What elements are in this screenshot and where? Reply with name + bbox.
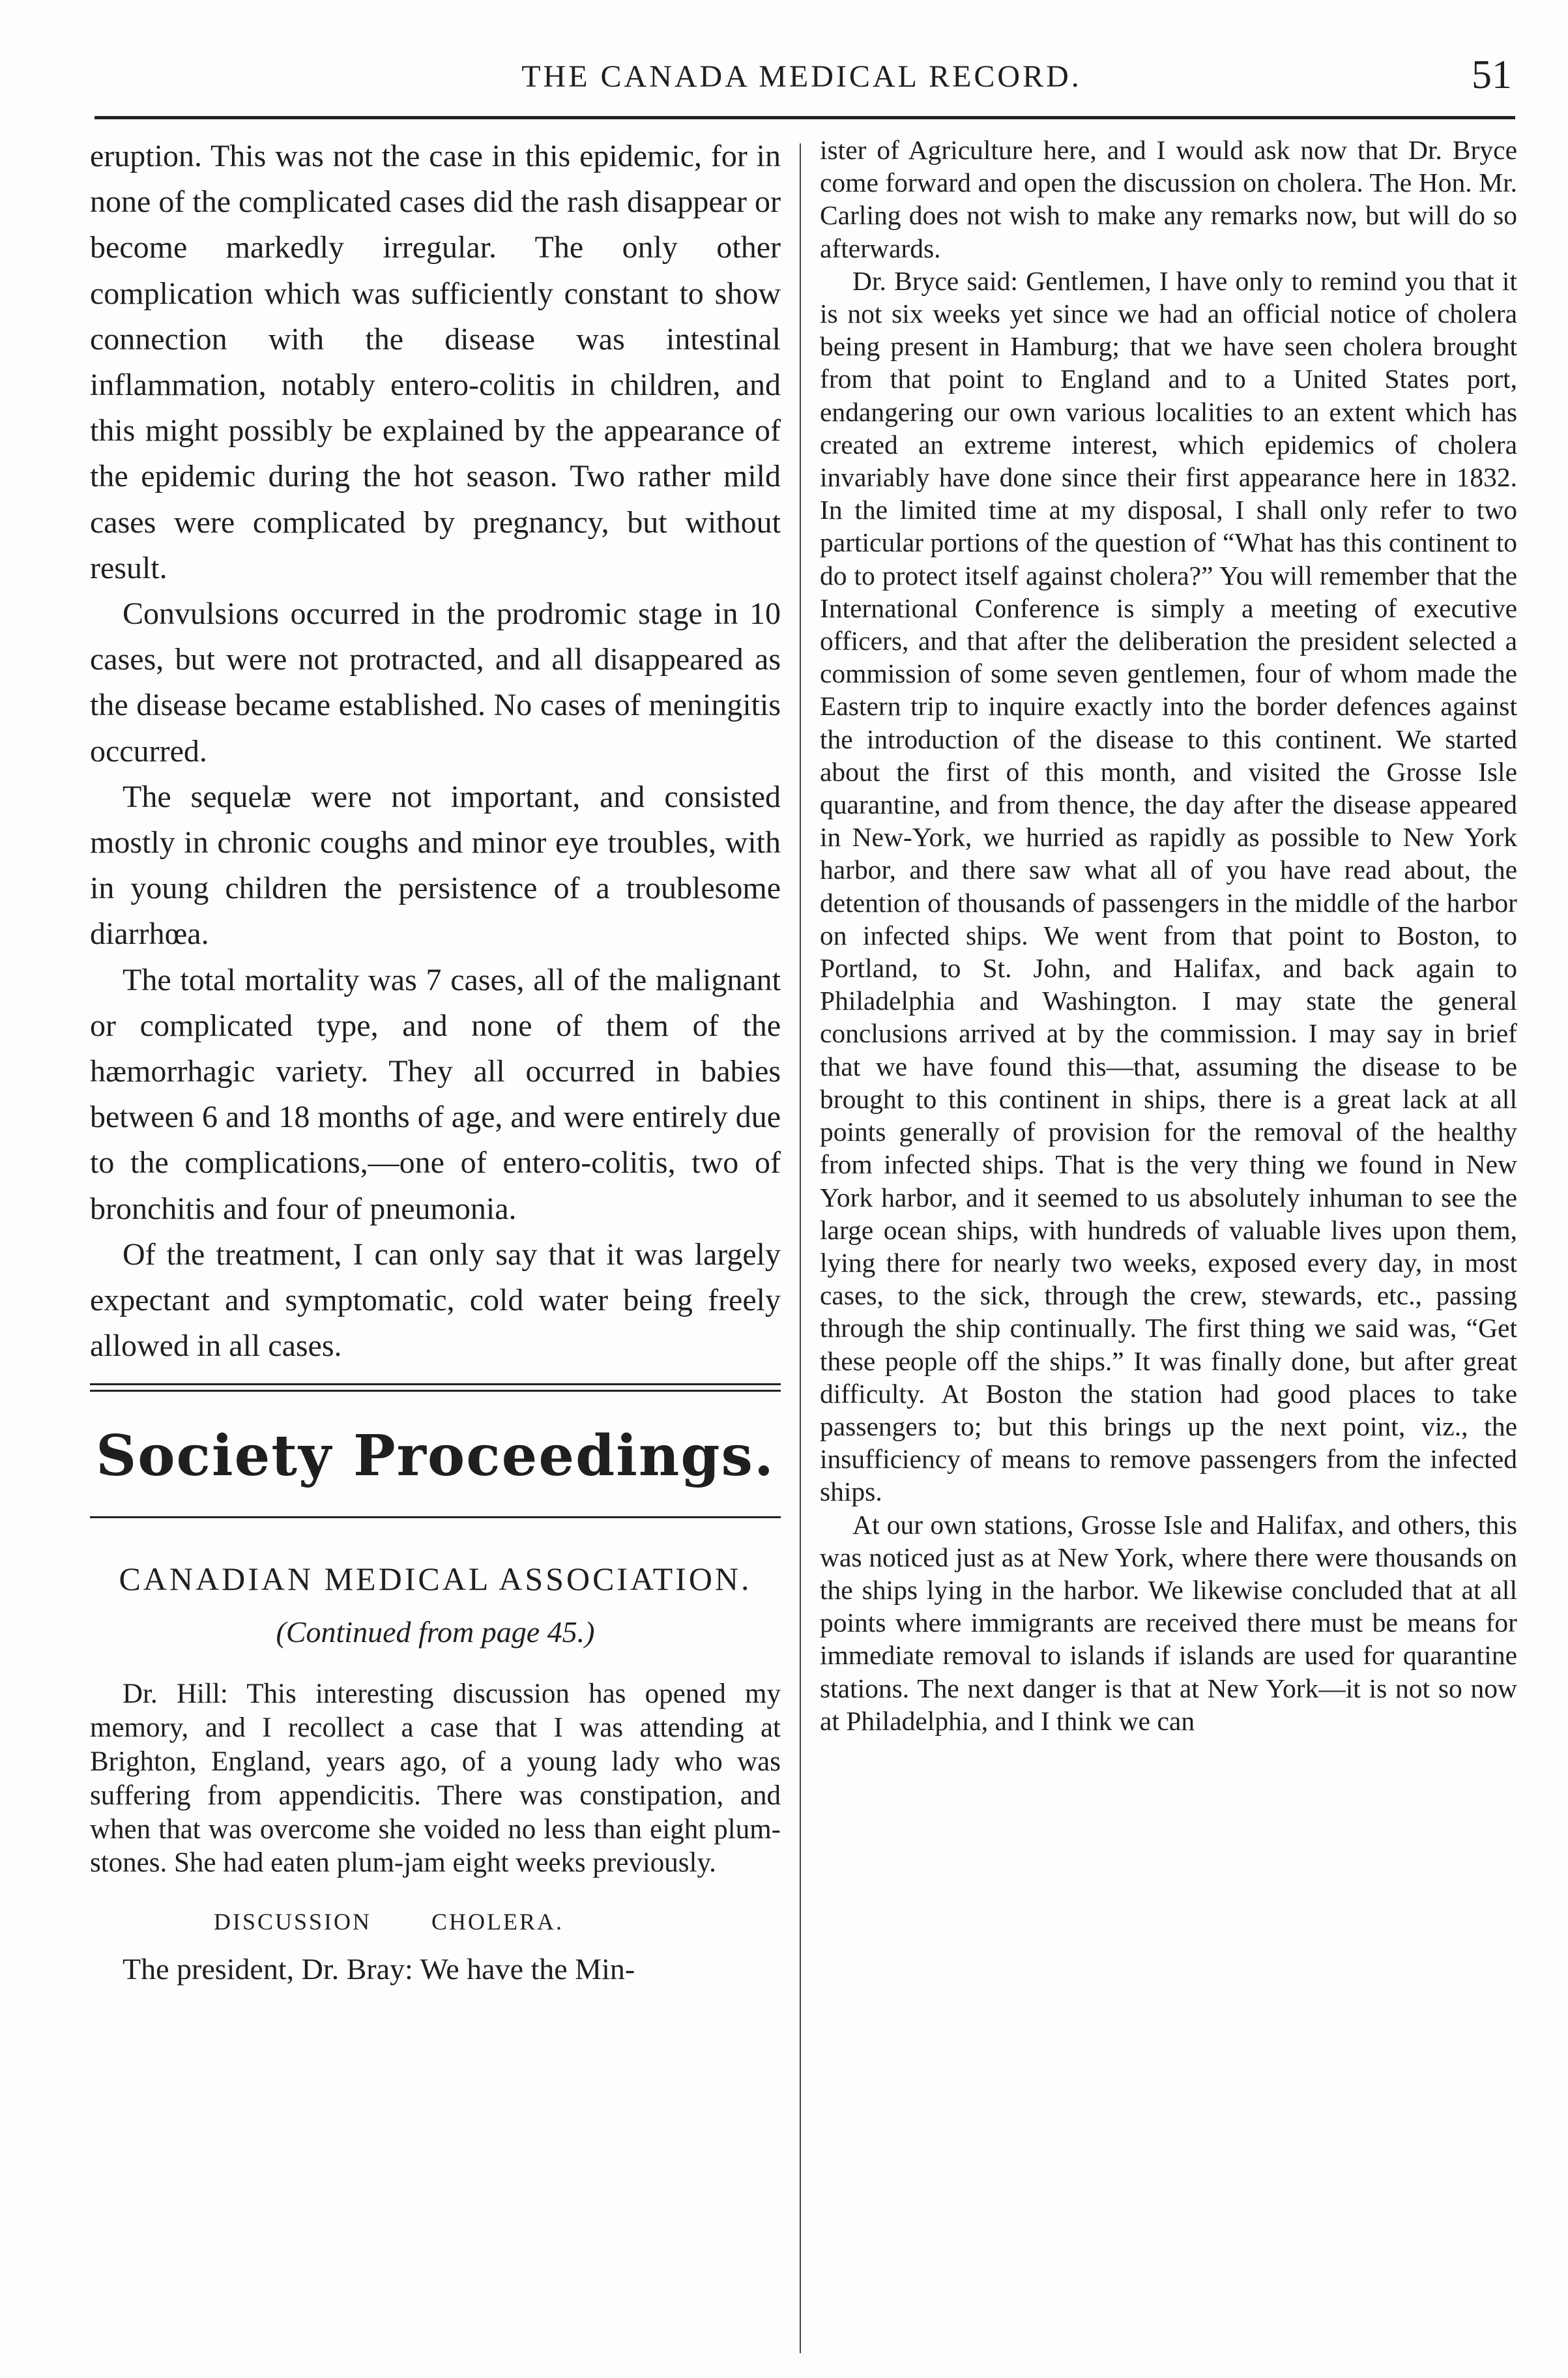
- section-rule-bottom: [90, 1516, 781, 1518]
- paragraph-bryce: Dr. Bryce said: Gentlemen, I have only to remind you that it is not six weeks yet since we had an official notice of cholera being present in Hamburg; that we have seen cholera brought from that point to England and to a United States port, endangering our own various localities to an extent which has created an extreme interest, which epidemics of cholera invariably have done since their first appearance here in 1832. In the limited time at my disposal, I shall only refer to two particular portions of the question of “What has this continent to do to protect itself against cholera?” You will remember that the International Conference is simply a meeting of executive officers, and that after the deliberation the president selected a commission of some seven gentlemen, four of whom made the Eastern trip to inquire exactly into the border defences against the introduction of the disease to this continent. We started about the first of this month, and visited the Grosse Isle quarantine, and from thence, the day after the disease appeared in New-York, we hurried as rapidly as possible to New York harbor, and there saw what all of you have read about, the detention of thousands of passengers in the middle of the harbor on infected ships. We went from that point to Boston, to Portland, to St. John, and Halifax, and back again to Philadelphia and Washington. I may state the general conclusions arrived at by the commission. I may say in brief that we have found this—that, assuming the disease to be brought to this continent in ships, there is a great lack at all points generally of provision for the removal of the healthy from infected ships. That is the very thing we found in New York harbor, and it seemed to us absolutely inhuman to see the large ocean ships, with hundreds of valuable lives upon them, lying there for nearly two weeks, exposed every day, in most cases, to the sick, through the crew, stewards, etc., passing through the ship continually. The first thing we said was, “Get these people off the ships.” It was finally done, but after great difficulty. At Boston the station had good places to take passengers to; but this brings up the next point, viz., the insufficiency of means to remove passengers from the infected ships.: [820, 265, 1517, 1507]
- paragraph-mortality: The total mortality was 7 cases, all of the malignant or complicated type, and none of them of the hæmorrhagic variety. They all occurred in babies between 6 and 18 months of age, and were entirely due to the complications,—one of entero-colitis, two of bronchitis and four of pneumonia.: [90, 962, 781, 1226]
- left-article-body: [90, 134, 781, 1369]
- page-number: 51: [1472, 53, 1512, 97]
- column-divider: [800, 143, 801, 2353]
- president-line: The president, Dr. Bray: We have the Min-: [123, 1952, 635, 1986]
- hill-remarks: [90, 1677, 781, 1880]
- paragraph-minister: ister of Agriculture here, and I would ask now that Dr. Bryce come forward and open the discussion on cholera. The Hon. Mr. Carling does not wish to make any remarks now, but will do so afterwards.: [820, 135, 1517, 263]
- header-rule: [94, 116, 1515, 119]
- running-title: THE CANADA MEDICAL RECORD.: [521, 59, 1082, 94]
- association-heading: CANADIAN MEDICAL ASSOCIATION.: [119, 1561, 752, 1598]
- paragraph-treatment: Of the treatment, I can only say that it was largely expectant and symptomatic, cold water being freely allowed in all cases.: [90, 1237, 781, 1364]
- paragraph-sequelae: The sequelæ were not important, and consisted mostly in chronic coughs and minor eye troubles, with in young children the persistence of a troublesome diarrhœa.: [90, 779, 781, 952]
- continued-note: (Continued from page 45.): [276, 1615, 595, 1649]
- section-title: Society Proceedings.: [96, 1423, 775, 1490]
- discussion-heading: DISCUSSION CHOLERA.: [214, 1909, 564, 1935]
- right-column: [820, 134, 1517, 1737]
- paragraph-convulsions: Convulsions occurred in the prodromic stage in 10 cases, but were not protracted, and all disappeared as the disease became established. No cases of meningitis occurred.: [90, 596, 781, 769]
- left-column: [90, 134, 781, 1989]
- paragraph-stations: At our own stations, Grosse Isle and Halifax, and others, this was noticed just as at New York, where there were thousands on the ships lying in the harbor. We likewise concluded that at all points where immigrants are received there must be means for immediate removal to islands if islands are used for quarantine stations. The next danger is that at New York—it is not so now at Philadelphia, and I think we can: [820, 1509, 1517, 1736]
- paragraph-eruption: eruption. This was not the case in this epidemic, for in none of the complicated cases did the rash disappear or become markedly irregular. The only other complication which was sufficiently constant to show connection with the disease was intestinal inflammation, notably entero-colitis in children, and this might possibly be explained by the appearance of the epidemic during the hot season. Two rather mild cases were complicated by pregnancy, but without result.: [90, 139, 781, 585]
- section-rule-top: [90, 1383, 781, 1392]
- paragraph-hill: Dr. Hill: This interesting discussion has opened my memory, and I recollect a case that I was attending at Brighton, England, years ago, of a young lady who was suffering from appendicitis. There was constipation, and when that was overcome she voided no less than eight plum-stones. She had eaten plum-jam eight weeks previously.: [90, 1679, 781, 1879]
- running-head: [91, 52, 1512, 104]
